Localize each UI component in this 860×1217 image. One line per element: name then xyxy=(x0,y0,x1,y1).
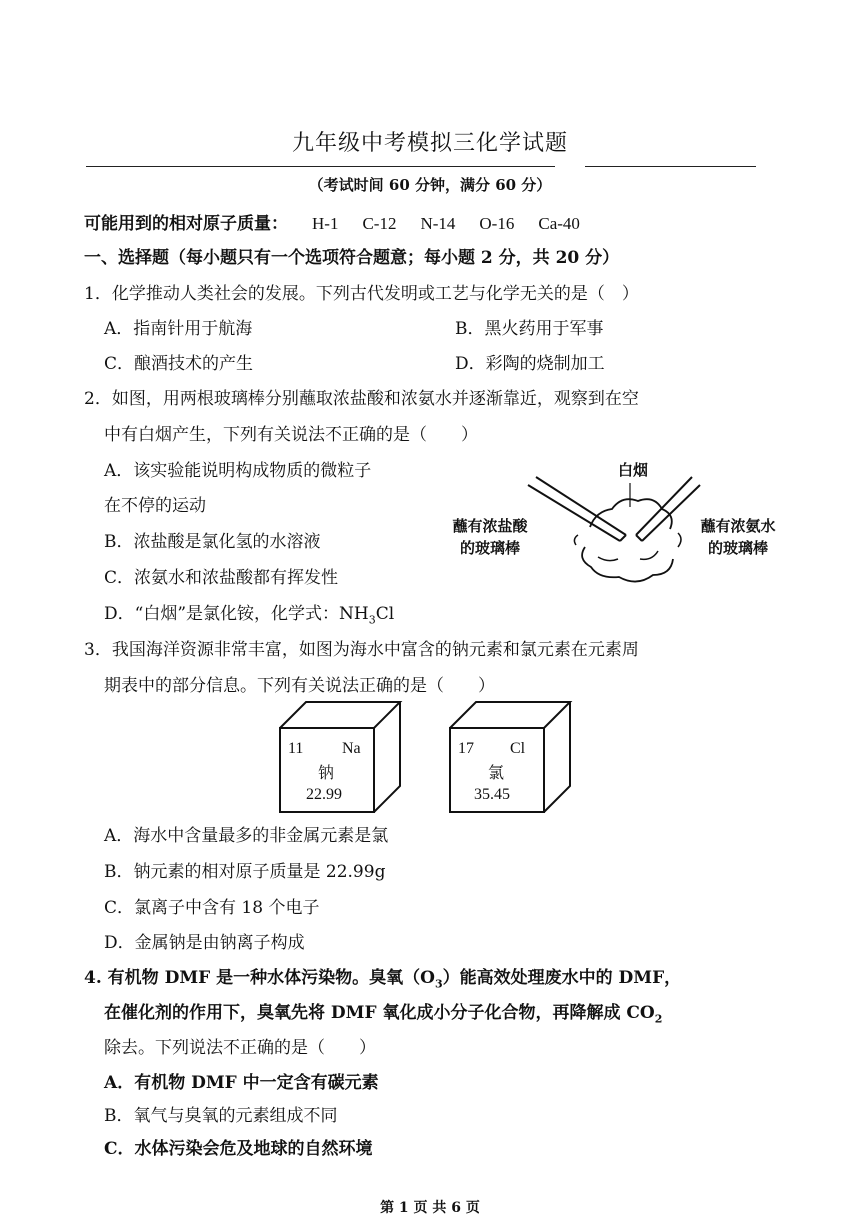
q1-option-b: B．黑火药用于军事 xyxy=(455,319,604,339)
atomic-mass-n: N-14 xyxy=(420,214,456,233)
q2-stem-line2: 中有白烟产生，下列有关说法不正确的是（ ） xyxy=(104,425,478,445)
q3-option-a: A．海水中含量最多的非金属元素是氯 xyxy=(104,826,389,846)
left-rod-label: 蘸有浓盐酸 的玻璃棒 xyxy=(452,517,528,557)
atomic-mass-line xyxy=(84,209,580,234)
q1-stem: 1．化学推动人类社会的发展。下列古代发明或工艺与化学无关的是（ ） xyxy=(84,284,639,304)
atomic-mass-label: 可能用到的相对原子质量： xyxy=(84,214,288,234)
page-footer: 第 1 页 共 6 页 xyxy=(380,1200,480,1216)
atomic-mass-ca: Ca-40 xyxy=(538,214,580,233)
q4-stem-line3: 除去。下列说法不正确的是（ ） xyxy=(104,1038,376,1058)
atomic-mass-h: H-1 xyxy=(312,214,339,233)
q2-figure xyxy=(440,455,790,585)
q2-option-b: B．浓盐酸是氯化氢的水溶液 xyxy=(104,532,321,552)
atomic-mass-c: C-12 xyxy=(362,214,397,233)
q2-stem-line1: 2．如图，用两根玻璃棒分别蘸取浓盐酸和浓氨水并逐渐靠近，观察到在空 xyxy=(84,389,639,409)
element-number: 17 xyxy=(458,740,474,757)
element-symbol: Na xyxy=(342,740,361,757)
q2-option-c: C．浓氨水和浓盐酸都有挥发性 xyxy=(104,568,339,588)
atomic-mass-o: O-16 xyxy=(479,214,515,233)
q1-option-a: A．指南针用于航海 xyxy=(104,319,253,339)
q1-option-d: D．彩陶的烧制加工 xyxy=(455,354,605,374)
element-mass: 35.45 xyxy=(474,786,510,803)
title-divider xyxy=(86,166,756,167)
q3-stem-line1: 3．我国海洋资源非常丰富，如图为海水中富含的钠元素和氯元素在元素周 xyxy=(84,640,639,660)
element-number: 11 xyxy=(288,740,304,757)
exam-info: （考试时间 60 分钟，满分 60 分） xyxy=(308,176,552,194)
q4-stem-line2: 在催化剂的作用下，臭氧先将 DMF 氧化成小分子化合物，再降解成 $CO_2$ xyxy=(104,1003,663,1026)
element-card-cl xyxy=(448,700,578,815)
q1-option-c: C．酿酒技术的产生 xyxy=(104,354,254,374)
q4-option-c: C．水体污染会危及地球的自然环境 xyxy=(104,1139,373,1159)
q3-option-b: B．钠元素的相对原子质量是 22.99g xyxy=(104,862,386,882)
page-title: 九年级中考模拟三化学试题 xyxy=(291,131,568,156)
element-symbol: Cl xyxy=(510,740,526,757)
element-mass: 22.99 xyxy=(306,786,342,803)
q4-option-a: A．有机物 DMF 中一定含有碳元素 xyxy=(104,1073,379,1093)
q3-option-c: C．氯离子中含有 18 个电子 xyxy=(104,898,320,918)
q2-option-a-cont: 在不停的运动 xyxy=(104,496,206,516)
q3-stem-line2: 期表中的部分信息。下列有关说法正确的是（ ） xyxy=(104,676,495,696)
q4-option-b: B．氧气与臭氧的元素组成不同 xyxy=(104,1106,338,1126)
q2-option-a: A．该实验能说明构成物质的微粒子 xyxy=(104,461,372,481)
q2-option-d: D．“白烟”是氯化铵，化学式：$NH_3Cl$ xyxy=(104,604,395,627)
element-name: 钠 xyxy=(318,765,335,782)
right-rod-label: 蘸有浓氨水 的玻璃棒 xyxy=(700,517,776,557)
smoke-label: 白烟 xyxy=(617,461,648,479)
section-heading: 一、选择题（每小题只有一个选项符合题意；每小题 2 分，共 20 分） xyxy=(84,248,620,268)
q3-option-d: D．金属钠是由钠离子构成 xyxy=(104,933,305,953)
q4-stem-line1: 4. 有机物 DMF 是一种水体污染物。臭氧$(O_3)$能高效处理废水中的 DMF， xyxy=(84,968,682,991)
element-card-na xyxy=(278,700,408,815)
element-name: 氯 xyxy=(488,765,505,782)
